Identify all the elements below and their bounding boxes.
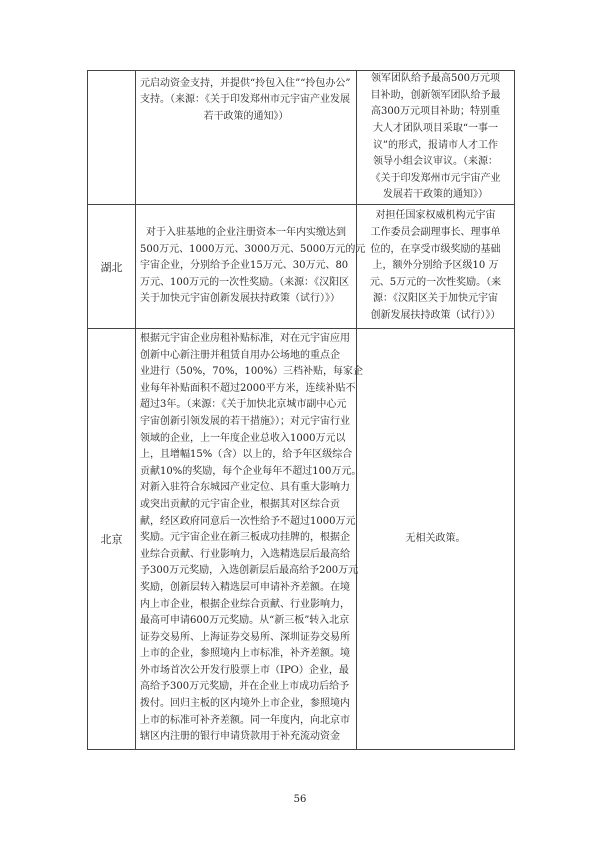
award-cell: [357, 71, 515, 205]
policy-line: 高给予300万元奖励，并在企业上市成功后给予: [140, 681, 350, 693]
award-line: 工作委员会副理事长、理事单: [370, 227, 501, 239]
policy-line: 奖励，创新层转入精选层可申请补齐差额。在境: [140, 581, 350, 593]
table-row: [88, 329, 515, 750]
award-cell: [357, 329, 515, 750]
policy-line: 奖励。元宇宙企业在新三板成功挂牌的，根据企: [140, 532, 350, 544]
award-line: 议”的形式，报请市人才工作: [372, 139, 499, 151]
policy-line: 对于入驻基地的企业注册资本一年内实缴达到: [146, 227, 346, 239]
award-line: 源：《汉阳区关于加快元宇宙: [373, 293, 498, 305]
award-line: 位的，在享受市级奖励的基础: [370, 243, 501, 255]
policy-line: 业每年补贴面积不超过2000平方米，连续补贴不: [140, 382, 356, 394]
policy-line: 业进行（50%，70%，100%）三档补贴，每家企: [140, 366, 364, 378]
policy-line: 500万元、1000万元、3000万元、5000万元的元: [140, 243, 366, 255]
award-line: 对担任国家权威机构元宇宙: [375, 210, 496, 222]
award-line: 领导小组会议审议。（来源：: [373, 156, 498, 168]
policy-line: 业综合贡献、行业影响力，入选精选层后最高给: [140, 548, 350, 560]
table-row: [88, 71, 515, 205]
award-cell: [357, 205, 515, 329]
policy-line: 最高可申请600万元奖励。从“新三板”转入北京: [140, 615, 350, 627]
policy-line: 宇宙创新引领发展的若干措施》）；对元宇宙行业: [140, 415, 350, 427]
policy-line: 内上市企业，根据企业综合贡献、行业影响力，: [140, 598, 350, 610]
policy-line: 或突出贡献的元宇宙企业，根据其对区综合贡: [140, 498, 340, 510]
award-line: 《关于印发郑州市元宇宙产业: [370, 172, 501, 184]
policy-line: 贡献10%的奖励，每个企业每年不超过100万元。: [140, 465, 362, 477]
award-line: 无相关政策。: [405, 532, 466, 544]
award-line: 目补助，创新领军团队给予最: [370, 89, 501, 101]
policy-line: 上，且增幅15%（含）以上的，给予年区级综合: [140, 449, 353, 461]
policy-line: 创新中心新注册并租赁自用办公场地的重点企: [140, 349, 340, 361]
award-line: 发展若干政策的通知》）: [383, 189, 488, 201]
policy-line: 证券交易所、上海证券交易所、深圳证券交易所: [140, 631, 350, 643]
policy-line: 上市的企业，参照境内上市标准，补齐差额。境: [140, 648, 350, 660]
region-cell: [88, 71, 136, 205]
policy-line: 根据元宇宙企业房租补贴标准，对在元宇宙应用: [140, 333, 350, 344]
award-line: 领军团队给予最高500万元项: [370, 73, 501, 85]
policy-line: 超过3年。（来源：《关于加快北京城市副中心元: [140, 399, 347, 411]
award-line: 创新发展扶持政策（试行）》）: [370, 309, 501, 321]
policy-cell: [136, 205, 366, 329]
policy-line: 辖区内注册的银行申请贷款用于补充流动资金: [140, 731, 340, 743]
table-row: [88, 205, 515, 329]
award-line: 大人才团队项目采取“一事一: [372, 122, 499, 134]
policy-table: [87, 70, 515, 750]
region-cell: 北京: [88, 329, 136, 750]
policy-line: 对新入驻符合东城园产业定位、具有重大影响力: [140, 482, 350, 494]
policy-line: 支持。（来源：《关于印发郑州市元宇宙产业发展: [140, 94, 350, 106]
award-line: 元、5万元的一次性奖励。（来: [369, 276, 502, 288]
policy-cell: [136, 71, 357, 205]
award-line: 上，额外分别给予区级10 万: [372, 260, 499, 272]
page-number: 56: [293, 794, 307, 805]
policy-line: 拨付。回归主板的区内境外上市企业，参照境内: [140, 698, 350, 710]
award-line: 高300万元项目补助；特别重: [370, 106, 501, 118]
policy-line: 献，经区政府同意后一次性给予不超过1000万元: [140, 515, 356, 527]
policy-line: 元启动资金支持，并提供“拎包入住”“拎包办公”: [140, 77, 351, 89]
region-cell: 湖北: [88, 205, 136, 329]
policy-line: 外市场首次公开发行股票上市（IPO）企业，最: [140, 664, 349, 676]
policy-cell: [136, 329, 364, 750]
policy-line: 关于加快元宇宙创新发展扶持政策（试行）》）: [140, 293, 340, 305]
policy-line: 若干政策的通知》）: [203, 110, 289, 122]
policy-line: 予300万元奖励，入选创新层后最高给予200万元: [140, 565, 359, 577]
policy-line: 领域的企业，上一年度企业总收入1000万元以: [140, 432, 346, 444]
policy-line: 万元、100万元的一次性奖励。（来源：《汉阳区: [140, 276, 350, 288]
policy-line: 上市的标准可补齐差额。同一年度内，向北京市: [140, 714, 350, 726]
policy-line: 宇宙企业，分别给予企业15万元、30万元、80: [140, 260, 349, 272]
